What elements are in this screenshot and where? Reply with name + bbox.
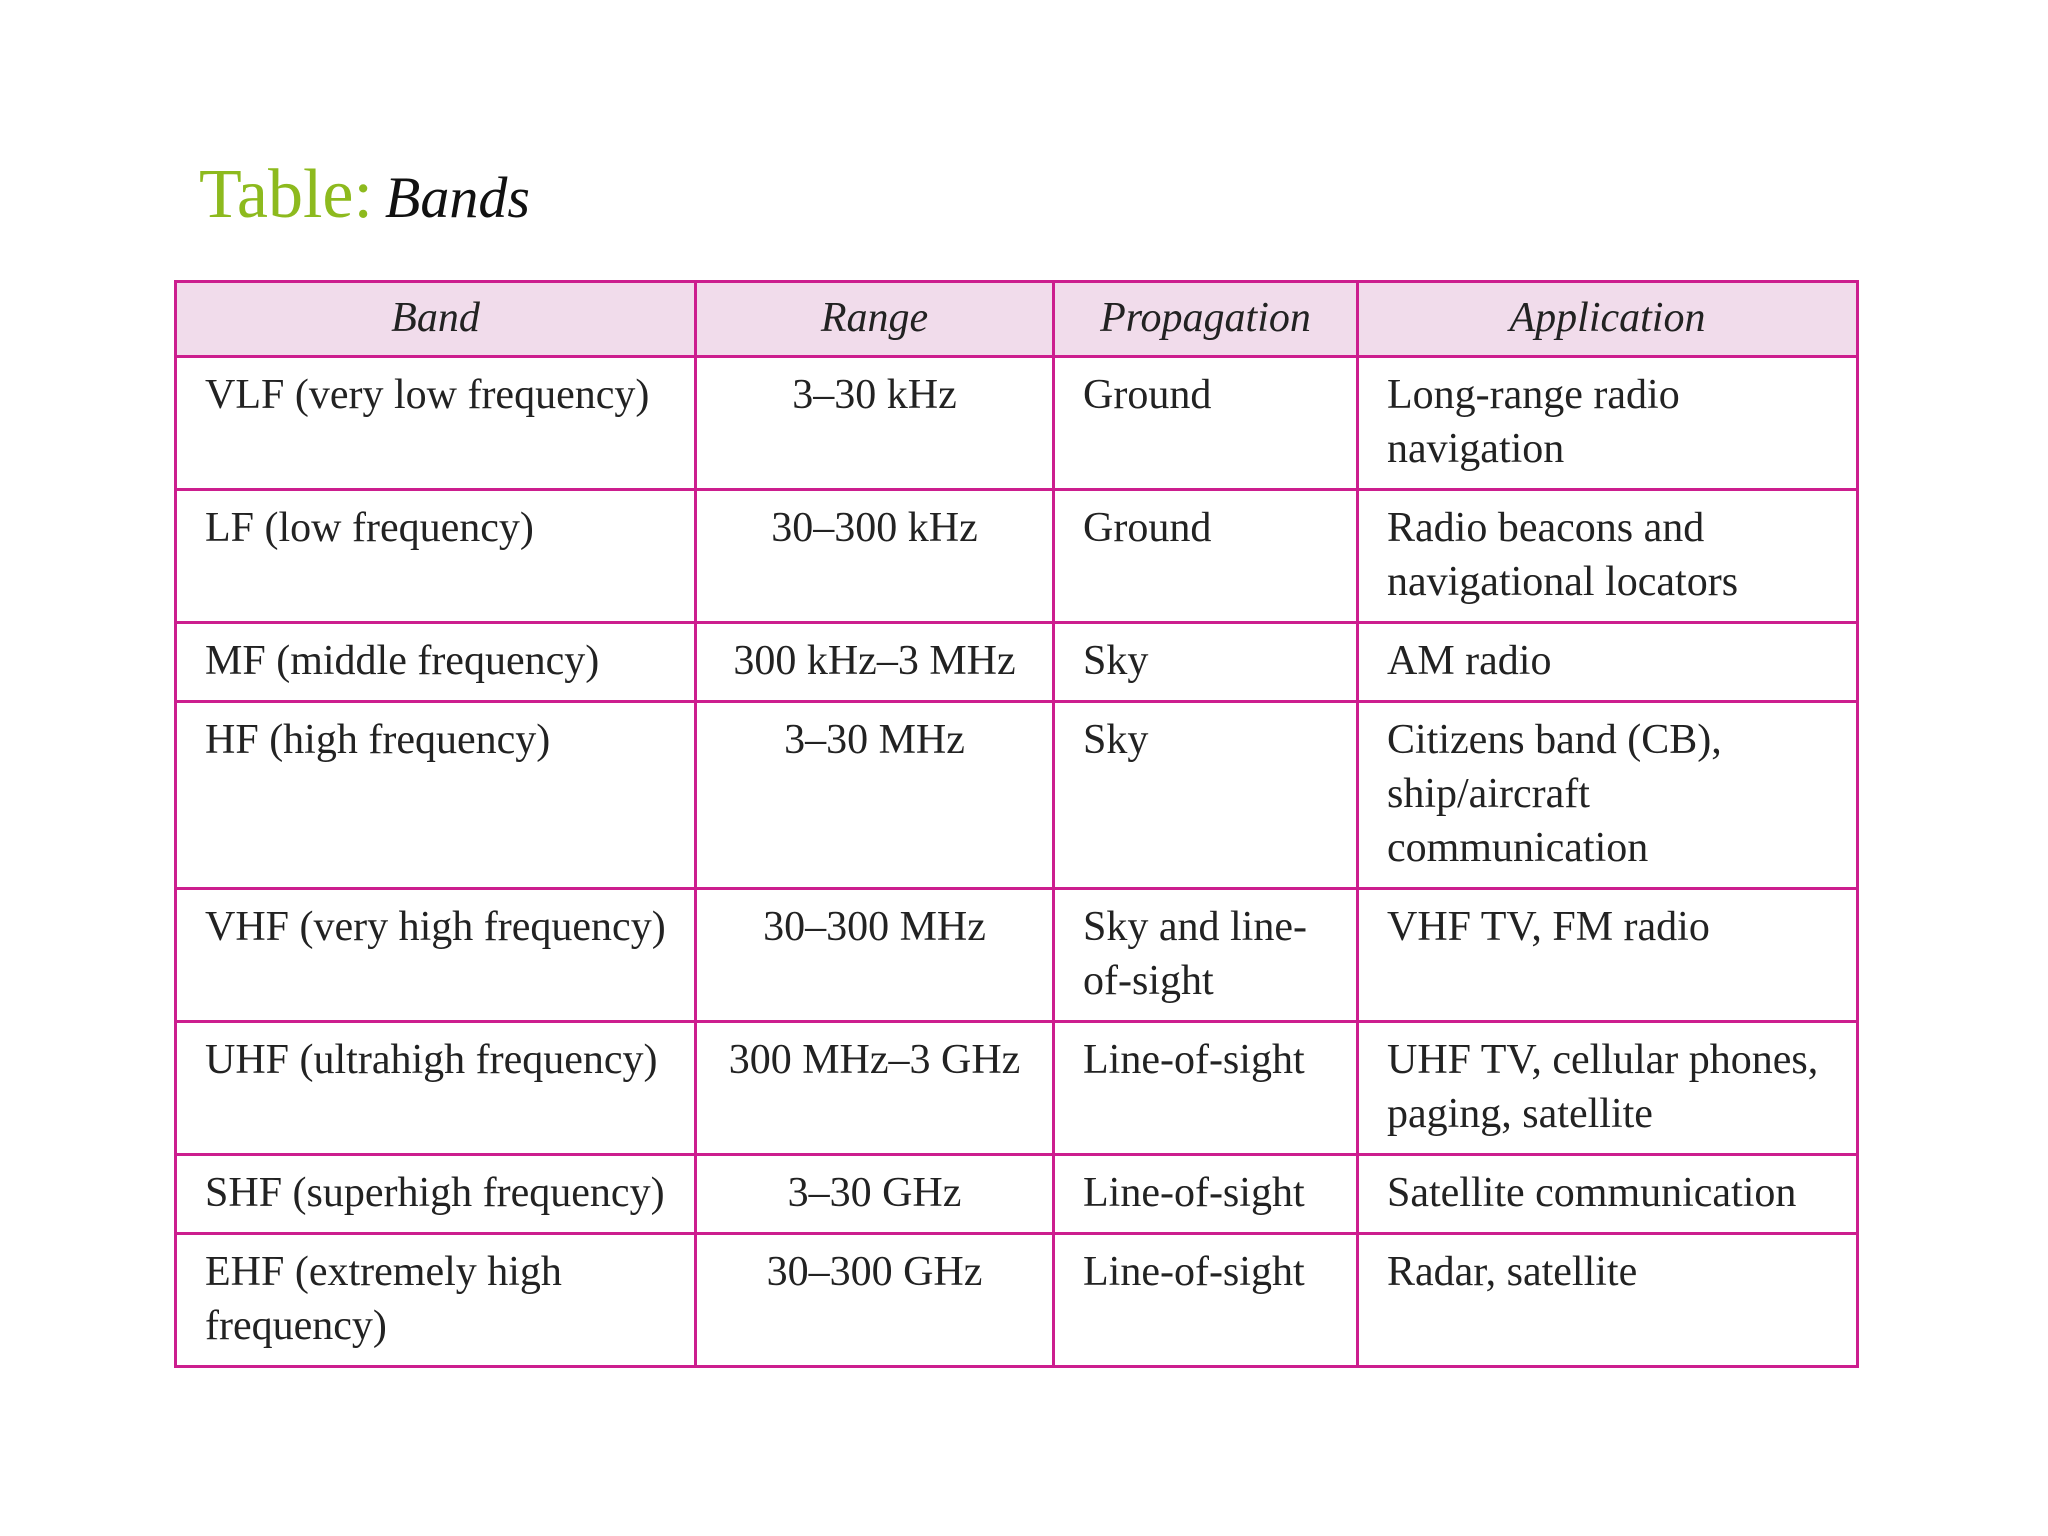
table-header-row: [176, 282, 1858, 357]
cell-application: UHF TV, cellular phones, paging, satellite: [1358, 1022, 1858, 1155]
cell-propagation: Sky: [1054, 702, 1358, 889]
cell-range: 30–300 kHz: [696, 490, 1054, 623]
page-title: [199, 156, 530, 233]
table-row: [176, 1155, 1858, 1234]
cell-propagation: Line-of-sight: [1054, 1022, 1358, 1155]
cell-propagation: Sky: [1054, 623, 1358, 702]
table-row: [176, 889, 1858, 1022]
cell-band: VHF (very high frequency): [176, 889, 696, 1022]
table-row: [176, 490, 1858, 623]
cell-application: Long-range radio navigation: [1358, 357, 1858, 490]
cell-propagation: Ground: [1054, 490, 1358, 623]
cell-application: Satellite communication: [1358, 1155, 1858, 1234]
cell-band: UHF (ultrahigh frequency): [176, 1022, 696, 1155]
title-prefix: Table:: [199, 156, 373, 233]
cell-propagation: Ground: [1054, 357, 1358, 490]
title-name: Bands: [384, 165, 530, 230]
header-range: Range: [696, 282, 1054, 357]
header-propagation: Propagation: [1054, 282, 1358, 357]
cell-band: LF (low frequency): [176, 490, 696, 623]
table-row: [176, 357, 1858, 490]
table-row: [176, 623, 1858, 702]
cell-range: 3–30 MHz: [696, 702, 1054, 889]
cell-range: 3–30 kHz: [696, 357, 1054, 490]
cell-propagation: Sky and line-of-sight: [1054, 889, 1358, 1022]
table-row: [176, 1022, 1858, 1155]
cell-range: 300 kHz–3 MHz: [696, 623, 1054, 702]
cell-application: VHF TV, FM radio: [1358, 889, 1858, 1022]
cell-application: Radar, satellite: [1358, 1234, 1858, 1367]
bands-table: [174, 280, 1859, 1368]
cell-propagation: Line-of-sight: [1054, 1155, 1358, 1234]
cell-range: 30–300 MHz: [696, 889, 1054, 1022]
cell-application: Radio beacons and navigational locators: [1358, 490, 1858, 623]
header-application: Application: [1358, 282, 1858, 357]
cell-band: SHF (superhigh frequency): [176, 1155, 696, 1234]
table-row: [176, 1234, 1858, 1367]
cell-range: 300 MHz–3 GHz: [696, 1022, 1054, 1155]
header-band: Band: [176, 282, 696, 357]
cell-band: EHF (extremely high frequency): [176, 1234, 696, 1367]
cell-application: Citizens band (CB), ship/aircraft communication: [1358, 702, 1858, 889]
cell-propagation: Line-of-sight: [1054, 1234, 1358, 1367]
cell-range: 30–300 GHz: [696, 1234, 1054, 1367]
cell-application: AM radio: [1358, 623, 1858, 702]
cell-band: VLF (very low frequency): [176, 357, 696, 490]
cell-range: 3–30 GHz: [696, 1155, 1054, 1234]
table-row: [176, 702, 1858, 889]
cell-band: HF (high frequency): [176, 702, 696, 889]
cell-band: MF (middle frequency): [176, 623, 696, 702]
